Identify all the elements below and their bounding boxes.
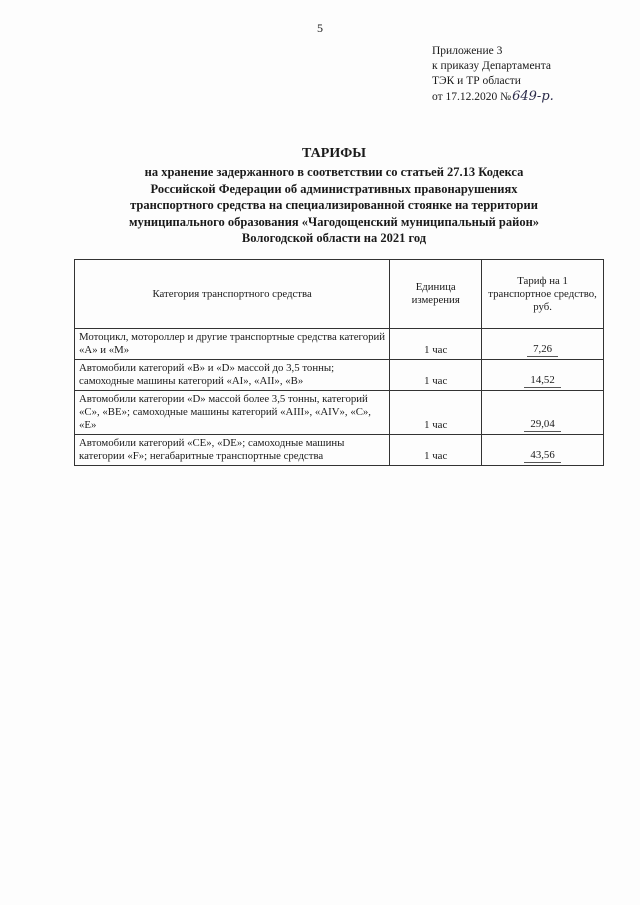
row-unit xyxy=(390,435,482,466)
row-unit-text: 1 час xyxy=(424,375,448,387)
row-tariff xyxy=(482,391,604,435)
row-tariff-value: 43,56 xyxy=(524,449,560,463)
row-unit xyxy=(390,329,482,360)
subtitle-line: муниципального образования «Чагодощенский муниципальный район» xyxy=(128,214,540,229)
appendix-line: Приложение 3 xyxy=(432,45,503,57)
table-row xyxy=(75,435,604,466)
row-unit xyxy=(390,391,482,435)
row-category: Автомобили категорий «В» и «D» массой до 3,5 тонны; самоходные машины категорий «AI», «AII», «В» xyxy=(75,360,390,391)
row-unit xyxy=(390,360,482,391)
appendix-line: ТЭК и ТР области xyxy=(432,75,521,87)
tariff-table xyxy=(74,259,604,466)
table-row xyxy=(75,360,604,391)
row-unit-text: 1 час xyxy=(424,344,448,356)
row-tariff-value: 14,52 xyxy=(524,374,560,388)
row-tariff xyxy=(482,329,604,360)
document-title: ТАРИФЫ xyxy=(302,146,366,161)
table-row xyxy=(75,329,604,360)
document-subtitle xyxy=(60,164,608,247)
subtitle-line: транспортного средства на специализированной стоянке на территории xyxy=(130,198,538,212)
appendix-date: от 17.12.2020 № xyxy=(432,91,512,103)
row-tariff-value: 7,26 xyxy=(527,343,558,357)
table-header-row xyxy=(75,260,604,329)
page-number: 5 xyxy=(317,21,323,35)
subtitle-line: Российской Федерации об административных правонарушениях xyxy=(150,181,518,196)
row-category: Автомобили категории «D» массой более 3,5 тонны, категорий «С», «ВЕ»; самоходные машины категорий «AIII», «AIV», «С», «Е» xyxy=(75,391,390,435)
subtitle-line: Вологодской области на 2021 год xyxy=(241,231,427,245)
row-unit-text: 1 час xyxy=(424,419,448,431)
handwritten-order-number: 649-р. xyxy=(512,89,554,104)
header-category: Категория транспортного средства xyxy=(75,260,390,329)
row-tariff-value: 29,04 xyxy=(524,418,560,432)
row-category: Мотоцикл, мотороллер и другие транспортные средства категорий «А» и «М» xyxy=(75,329,390,360)
appendix-date-line xyxy=(432,89,554,105)
header-tariff: Тариф на 1 транспортное средство, руб. xyxy=(482,260,604,329)
row-unit-text: 1 час xyxy=(424,450,448,462)
header-unit: Единица измерения xyxy=(390,260,482,329)
row-tariff xyxy=(482,360,604,391)
table-row xyxy=(75,391,604,435)
subtitle-line: на хранение задержанного в соответствии со статьей 27.13 Кодекса xyxy=(144,165,524,179)
row-tariff xyxy=(482,435,604,466)
row-category: Автомобили категорий «СЕ», «DE»; самоходные машины категории «F»; негабаритные транспортные средства xyxy=(75,435,390,466)
appendix-line: к приказу Департамента xyxy=(432,60,551,72)
appendix-block xyxy=(432,44,554,105)
